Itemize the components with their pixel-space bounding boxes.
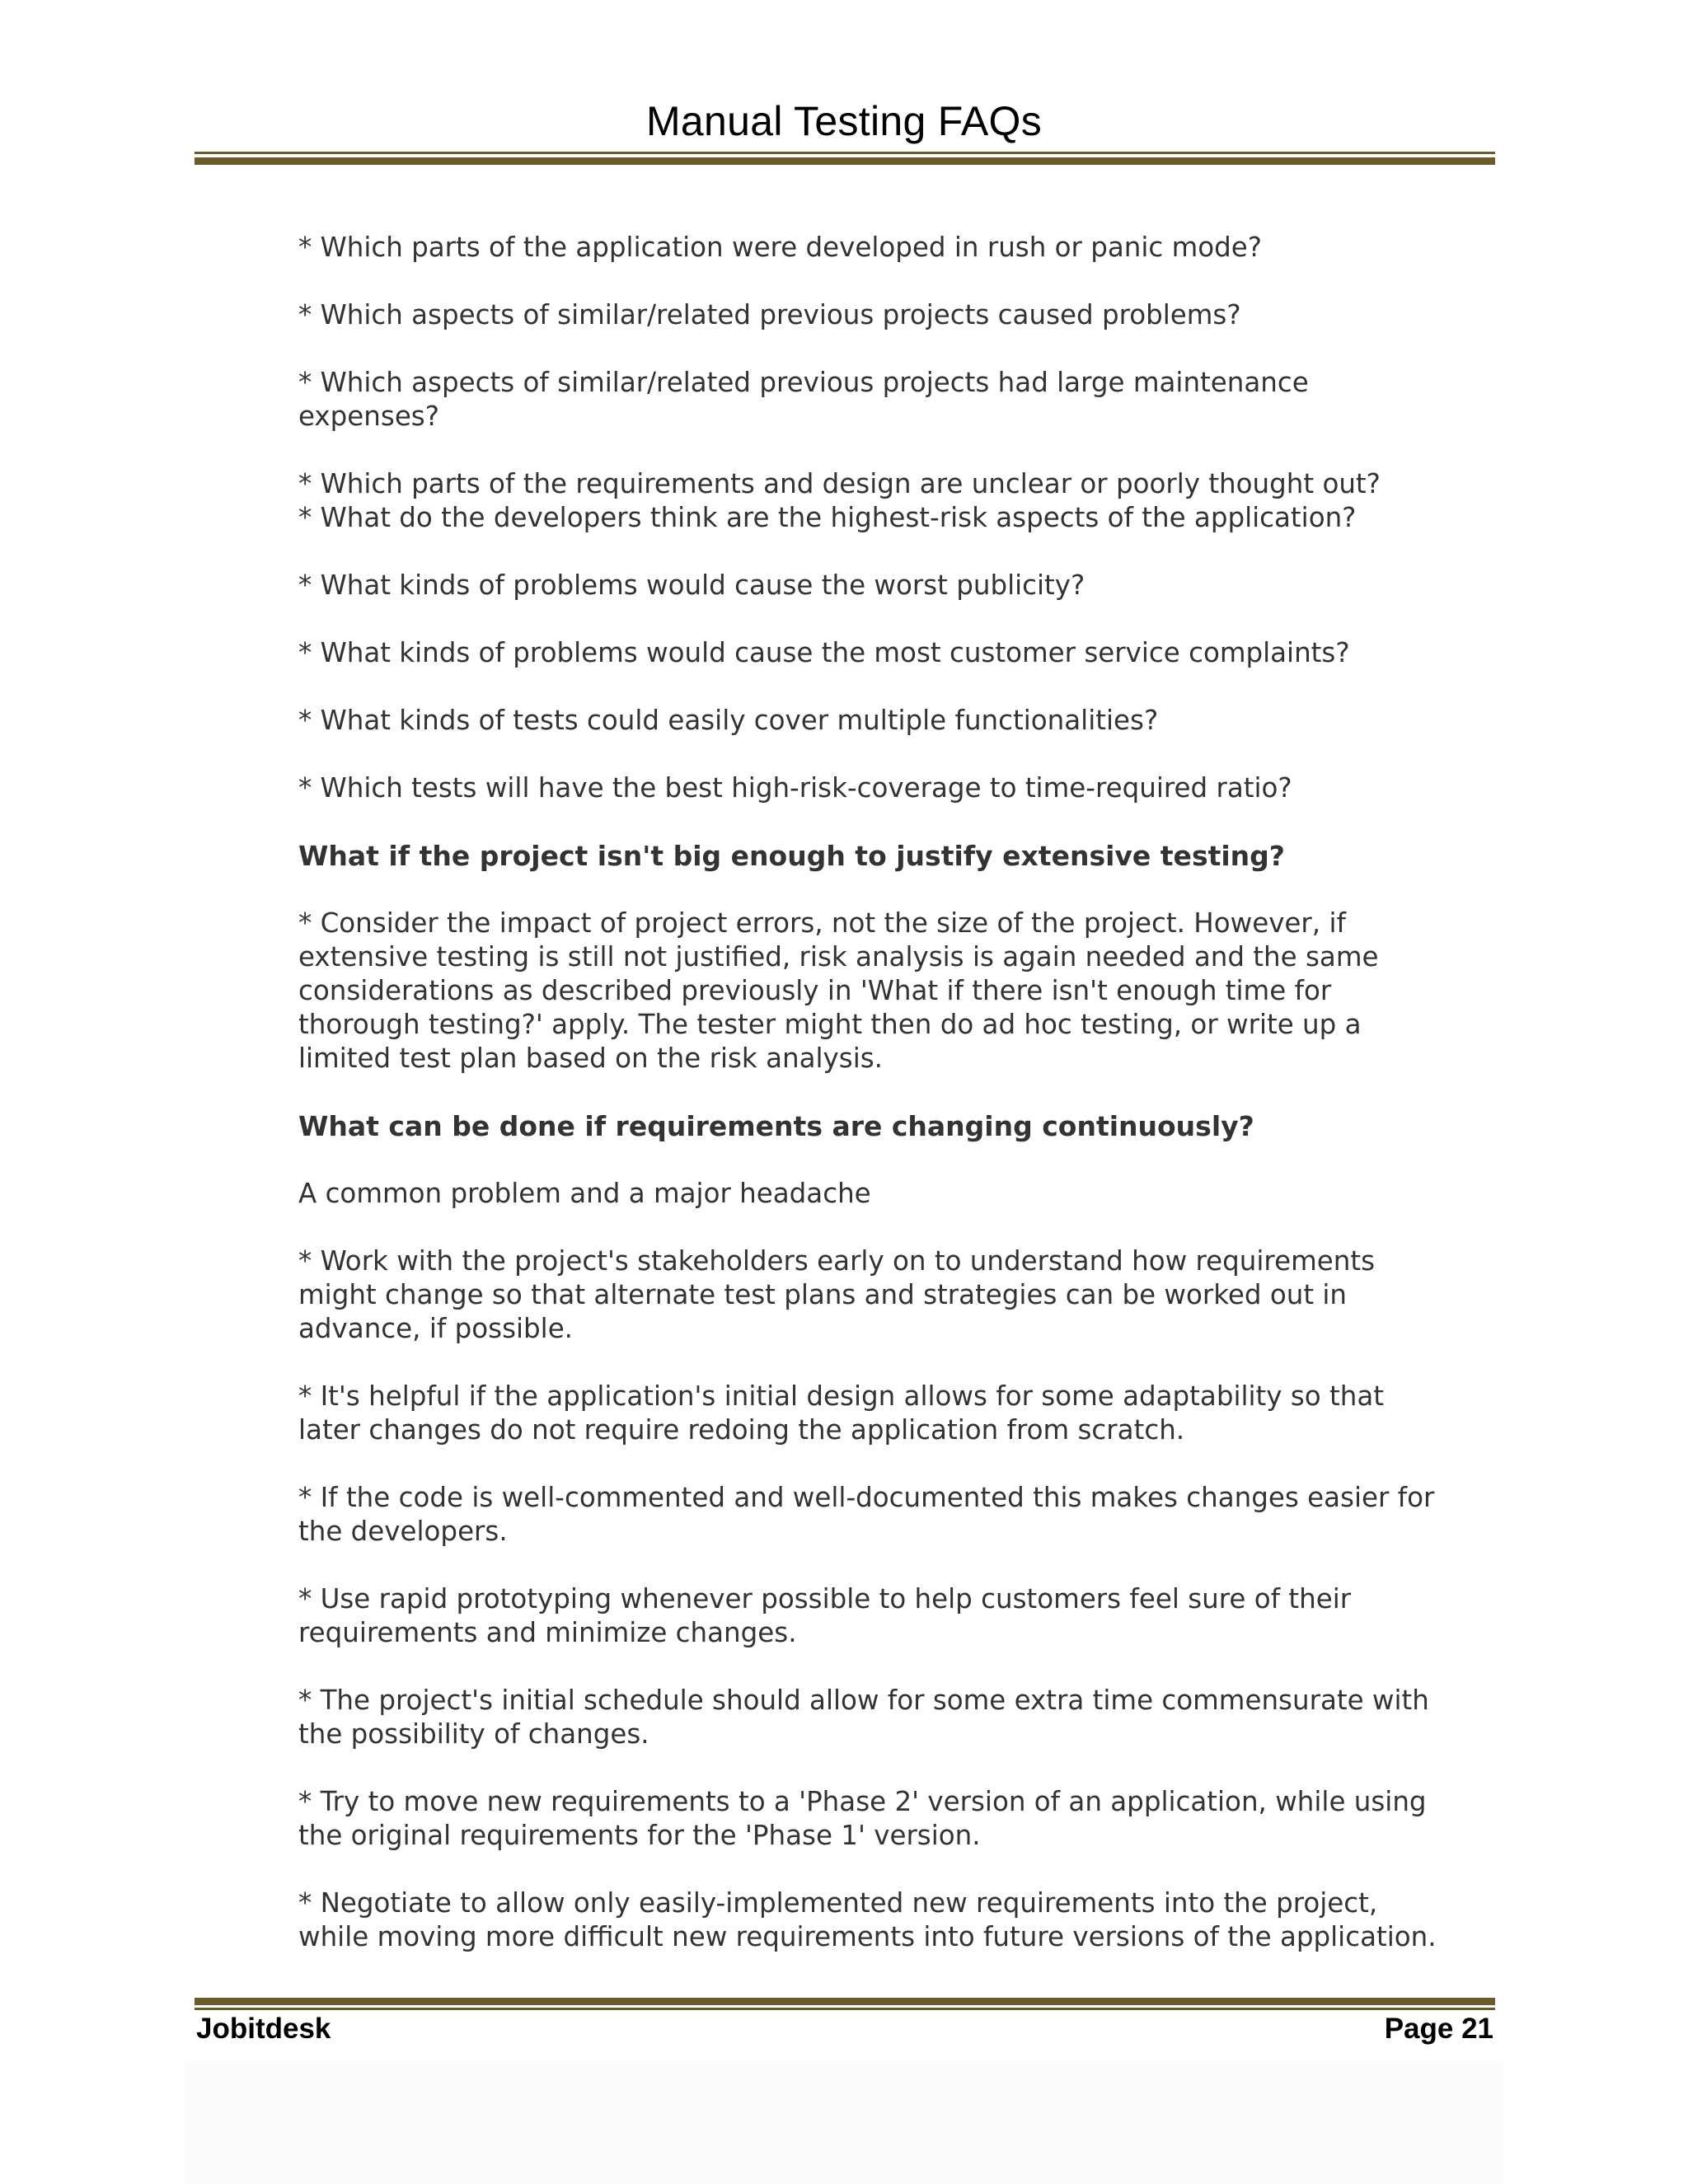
paragraph: * It's helpful if the application's initial design allows for some adaptability so that later changes do not require redoing the application from scratch. [298,1380,1384,1446]
footer-divider-thin-line [195,2008,1495,2010]
footer-site-name: Jobitdesk [196,2013,331,2045]
section-heading: What if the project isn't big enough to justify extensive testing? [298,840,1285,872]
paragraph: * Which parts of the application were developed in rush or panic mode? [298,232,1263,263]
footer-page-number: Page 21 [1384,2013,1493,2045]
header-divider-thick-line [195,157,1495,165]
paragraph: * Which tests will have the best high-risk-coverage to time-required ratio? [298,772,1292,804]
paragraph: A common problem and a major headache [298,1178,871,1209]
header-divider [195,152,1495,166]
paragraph: * Work with the project's stakeholders early on to understand how requirements might change so that alternate test plans and strategies can be worked out in advance, if possible. [298,1245,1375,1344]
footer-divider-thick-line [195,1998,1495,2005]
paragraph: * Negotiate to allow only easily-implemented new requirements into the project, while moving more difficult new requirements into future versions of the application. [298,1887,1437,1952]
paragraph: * Which parts of the requirements and design are unclear or poorly thought out? * What do the developers think are the highest-risk aspects of the application? [298,468,1381,533]
paragraph: * Use rapid prototyping whenever possible to help customers feel sure of their requirements and minimize changes. [298,1583,1352,1648]
footer-divider [195,1998,1495,2013]
paragraph: * What kinds of problems would cause the most customer service complaints? [298,637,1350,668]
paragraph: * Try to move new requirements to a 'Phase 2' version of an application, while using the original requirements for the 'Phase 1' version. [298,1786,1427,1851]
section-heading: What can be done if requirements are changing continuously? [298,1110,1254,1142]
paragraph: * Consider the impact of project errors, not the size of the project. However, if extensive testing is still not justified, risk analysis is again needed and the same considerations as described previously in 'What if there isn't enough time for thorough testing?' apply. The tester might then do ad hoc testing, or write up a limited test plan based on the risk analysis. [298,907,1379,1074]
document-body [298,231,1502,1954]
paragraph: * The project's initial schedule should allow for some extra time commensurate with the possibility of changes. [298,1685,1429,1750]
paragraph: * What kinds of problems would cause the worst publicity? [298,569,1085,601]
paragraph: * What kinds of tests could easily cover multiple functionalities? [298,705,1159,736]
page-title: Manual Testing FAQs [645,98,1043,144]
paragraph: * Which aspects of similar/related previous projects had large maintenance expenses? [298,367,1309,432]
paragraph: * If the code is well-commented and well-documented this makes changes easier for the developers. [298,1482,1435,1547]
paragraph: * Which aspects of similar/related previous projects caused problems? [298,299,1241,330]
header-divider-thin-line [195,152,1495,154]
page-bottom-margin [185,2060,1503,2184]
